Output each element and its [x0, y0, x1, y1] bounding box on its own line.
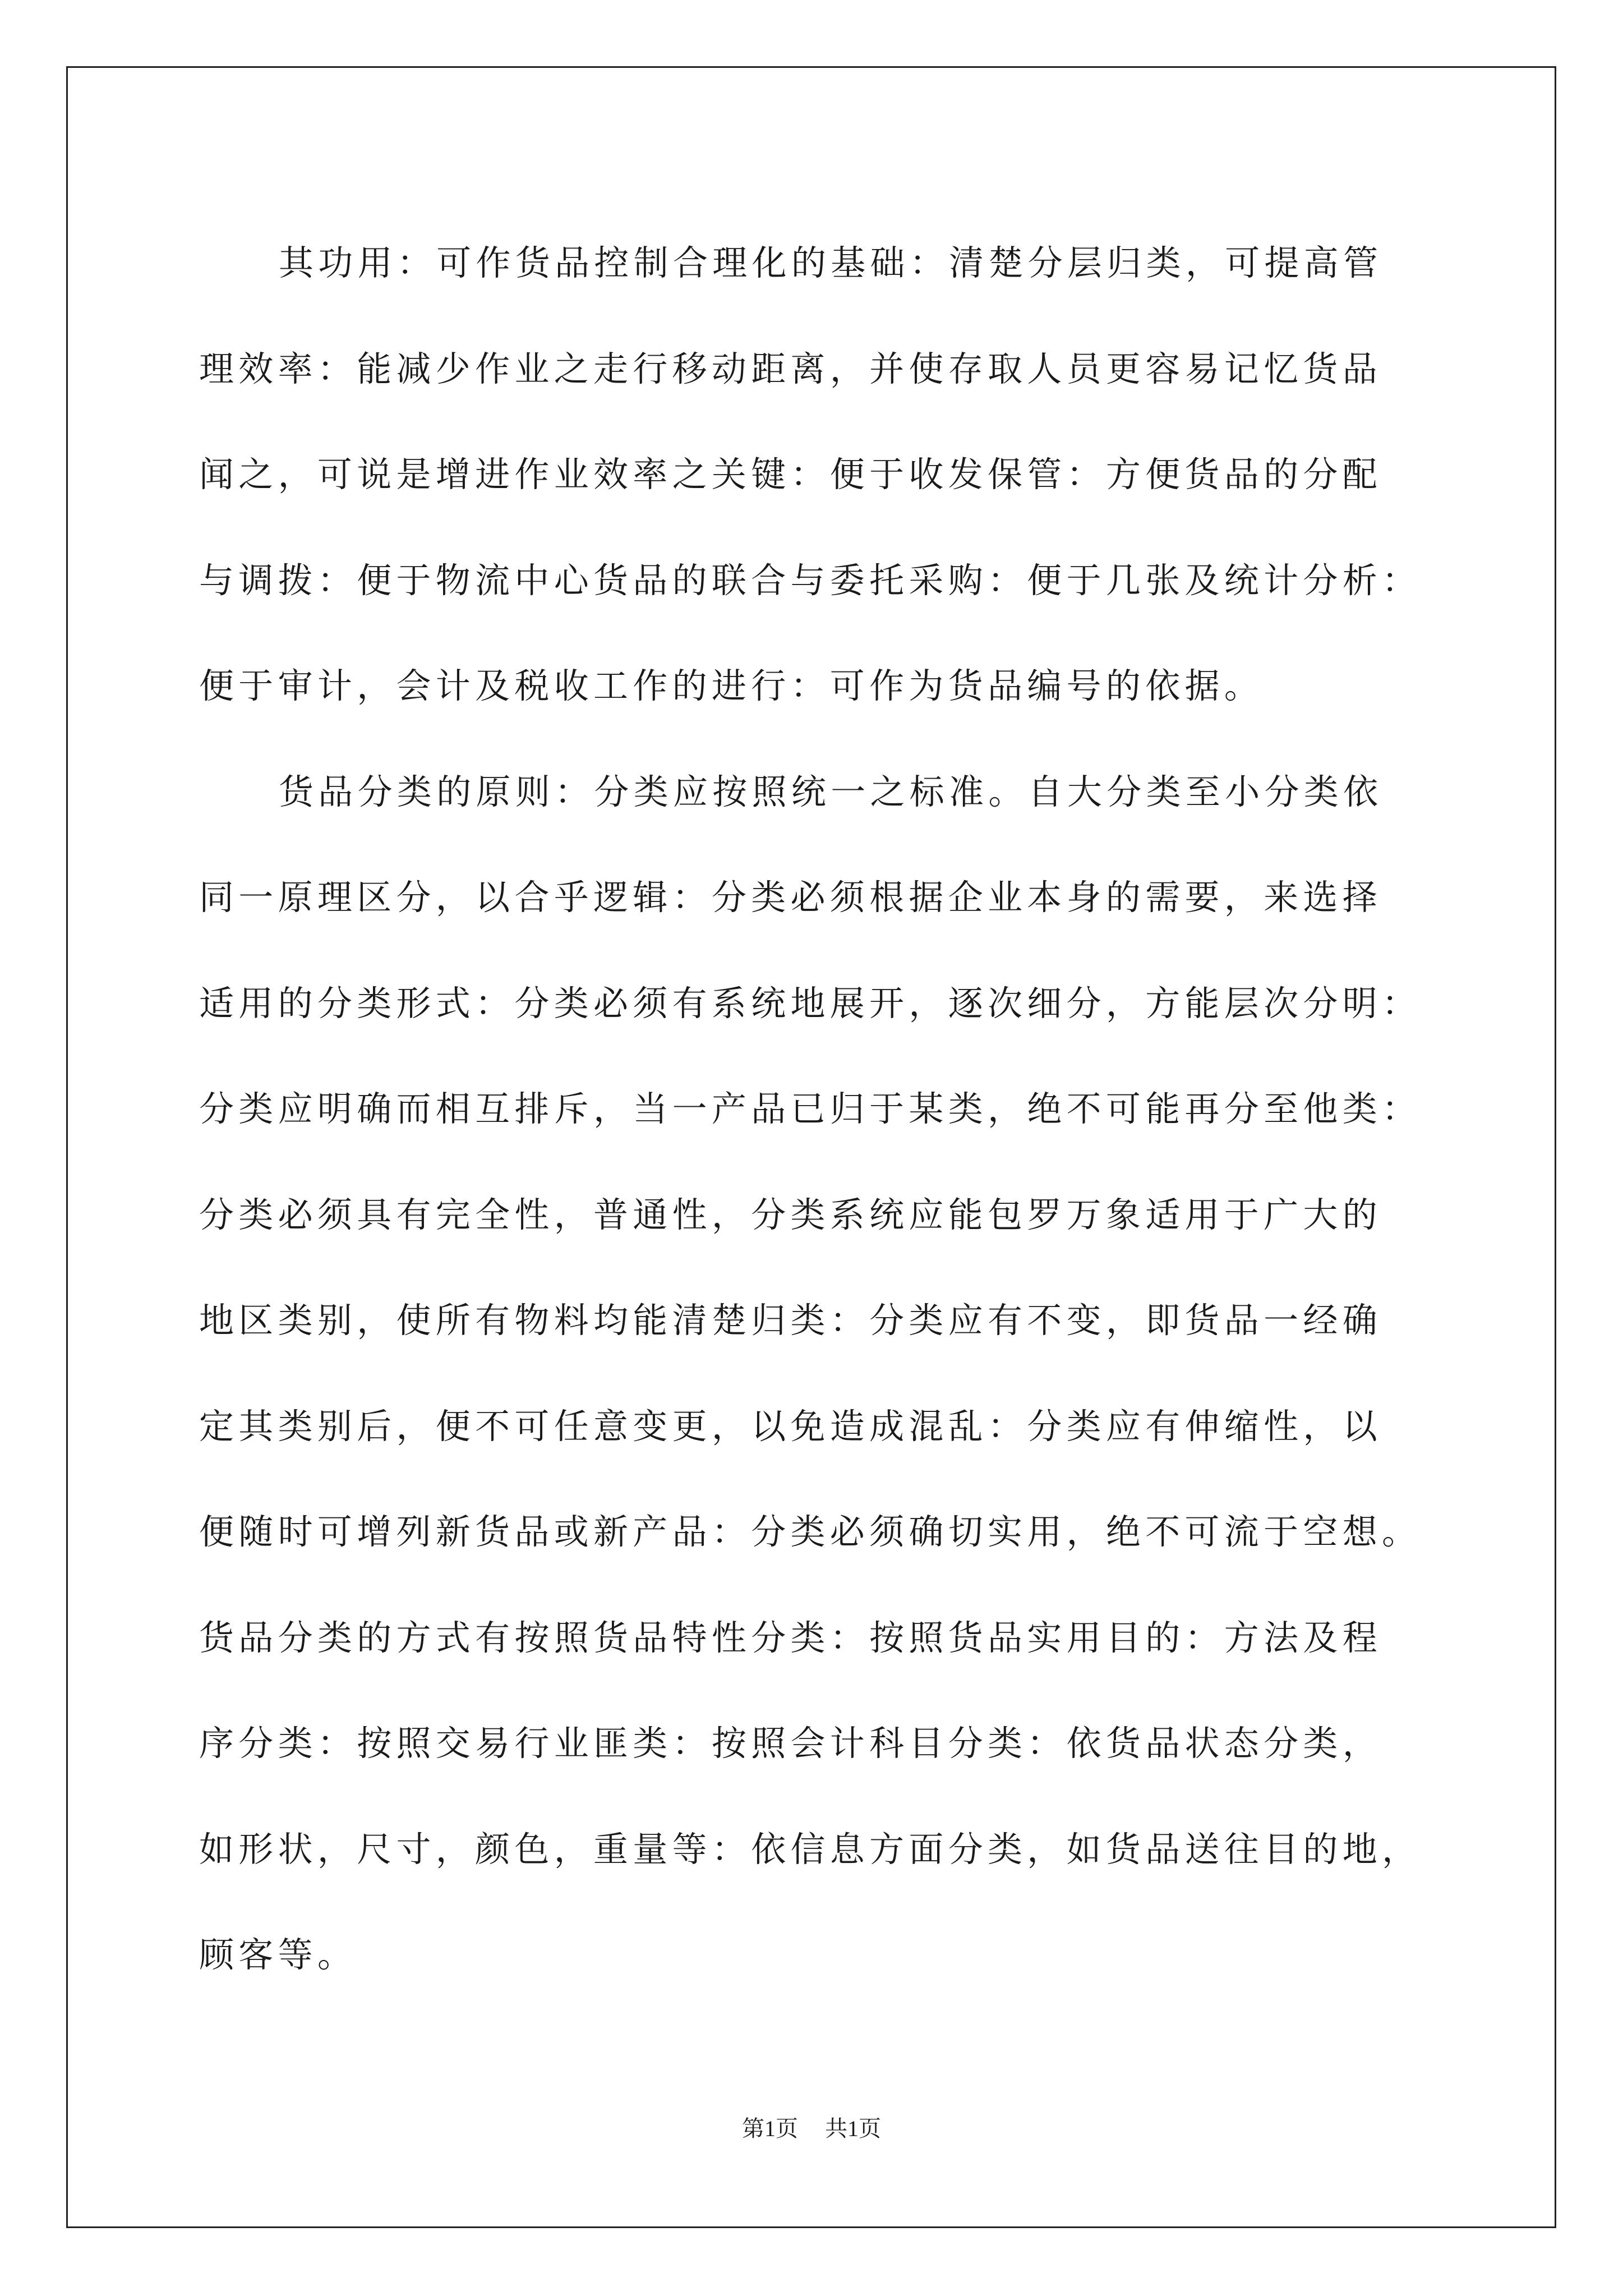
- page-number: 第1页: [742, 2116, 798, 2141]
- paragraph-line: 分类应明确而相互排斥，当一产品已归于某类，绝不可能再分至他类：: [199, 1088, 1422, 1129]
- paragraph-line: 同一原理区分，以合乎逻辑：分类必须根据企业本身的需要，来选择: [199, 877, 1382, 918]
- paragraph-line: 分类必须具有完全性，普通性，分类系统应能包罗万象适用于广大的: [199, 1194, 1382, 1235]
- document-body: [199, 210, 1433, 2008]
- paragraph-line: 便随时可增列新货品或新产品：分类必须确切实用，绝不可流于空想。: [199, 1511, 1422, 1552]
- paragraph-line: 货品分类的方式有按照货品特性分类：按照货品实用目的：方法及程: [199, 1617, 1382, 1658]
- paragraph-line: 理效率：能减少作业之走行移动距离，并使存取人员更容易记忆货品: [199, 348, 1382, 389]
- paragraph-line: 序分类：按照交易行业匪类：按照会计科目分类：依货品状态分类，: [199, 1723, 1382, 1764]
- paragraph-line: 便于审计，会计及税收工作的进行：可作为货品编号的依据。: [199, 665, 1264, 706]
- paragraph-line: 适用的分类形式：分类必须有系统地展开，逐次细分，方能层次分明：: [199, 982, 1422, 1024]
- paragraph-line: 顾客等。: [199, 1934, 357, 1975]
- paragraph-line: 地区类别，使所有物料均能清楚归类：分类应有不变，即货品一经确: [199, 1300, 1382, 1341]
- paragraph-line: 定其类别后，便不可任意变更，以免造成混乱：分类应有伸缩性，以: [199, 1405, 1382, 1447]
- page-total: 共1页: [825, 2116, 881, 2141]
- paragraph-line: 其功用：可作货品控制合理化的基础：清楚分层归类，可提高管: [279, 242, 1383, 283]
- paragraph-line: 货品分类的原则：分类应按照统一之标准。自大分类至小分类依: [279, 771, 1383, 812]
- paragraph-line: 闻之，可说是增进作业效率之关键：便于收发保管：方便货品的分配: [199, 454, 1382, 495]
- paragraph-line: 如形状，尺寸，颜色，重量等：依信息方面分类，如货品送往目的地，: [199, 1828, 1422, 1870]
- page-footer: [0, 2115, 1623, 2143]
- paragraph-line: 与调拨：便于物流中心货品的联合与委托采购：便于几张及统计分析：: [199, 559, 1422, 601]
